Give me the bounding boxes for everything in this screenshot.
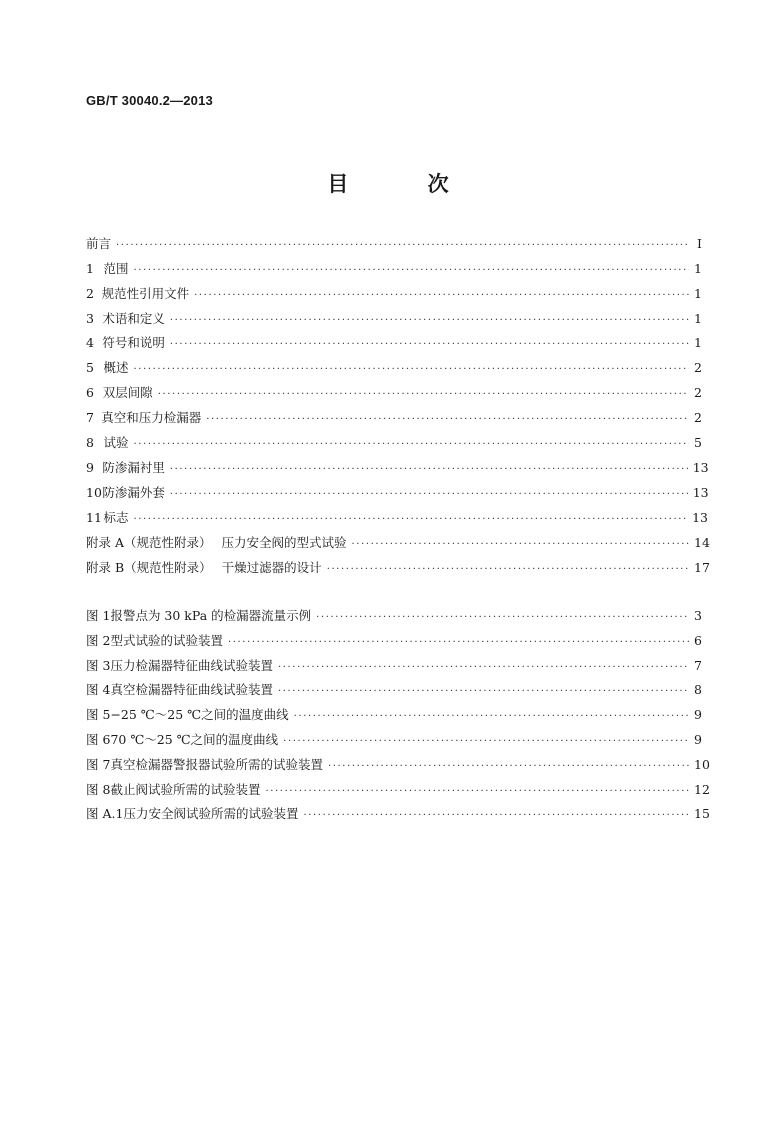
toc-entry-label: 双层间隙 — [102, 385, 153, 400]
toc-entry-label: 试验 — [103, 435, 129, 450]
toc-entry-label: 干燥过滤器的设计 — [221, 560, 322, 575]
toc-entry-number: 附录 B（规范性附录） — [86, 560, 212, 575]
figure-entry-number: 图 4 — [86, 682, 111, 697]
figure-entry-label: 压力安全阀试验所需的试验装置 — [123, 806, 299, 821]
toc-entry-page: 1 — [694, 286, 702, 301]
toc-entry[interactable] — [86, 383, 702, 403]
figure-entry[interactable] — [86, 780, 710, 800]
toc-entry-page: 1 — [694, 335, 702, 350]
toc-entry-page: 13 — [692, 485, 709, 500]
toc-entry-page: 2 — [694, 410, 702, 425]
toc-entry-label: 真空和压力检漏器 — [101, 410, 202, 425]
toc-entry[interactable] — [86, 358, 702, 378]
figure-entry-page: 12 — [694, 782, 710, 797]
figure-entry[interactable] — [86, 606, 702, 626]
figure-entry-label: 70 ℃～25 ℃之间的温度曲线 — [110, 732, 279, 747]
figure-entry[interactable] — [86, 804, 710, 824]
toc-entry-label: 概述 — [103, 360, 129, 375]
toc-entry[interactable] — [86, 483, 709, 503]
leader-dots — [133, 514, 687, 525]
figure-entry-label: 截止阀试验所需的试验装置 — [110, 782, 261, 797]
toc-entry-number: 7 — [86, 410, 94, 425]
leader-dots — [352, 539, 689, 550]
toc-entry-label: 符号和说明 — [102, 335, 165, 350]
leader-dots — [278, 662, 689, 673]
figure-entry-page: 9 — [694, 732, 702, 747]
figure-entry-number: 图 1 — [86, 608, 111, 623]
leader-dots — [265, 786, 689, 797]
figure-entry-label: 型式试验的试验装置 — [110, 633, 223, 648]
leader-dots — [194, 290, 689, 301]
toc-entry-number: 5 — [86, 360, 94, 375]
leader-dots — [278, 686, 689, 697]
toc-entry[interactable] — [86, 433, 702, 453]
toc-entry-preface[interactable] — [86, 234, 702, 254]
figure-entry[interactable] — [86, 656, 702, 676]
leader-dots — [170, 339, 689, 350]
figure-entry-label: 报警点为 30 kPa 的检漏器流量示例 — [110, 608, 312, 623]
leader-dots — [134, 265, 689, 276]
toc-entry-number: 6 — [86, 385, 94, 400]
leader-dots — [116, 240, 689, 251]
leader-dots — [316, 612, 689, 623]
figure-entry-label: 真空检漏器警报器试验所需的试验装置 — [110, 757, 323, 772]
toc-entry-label: 防渗漏衬里 — [102, 460, 165, 475]
toc-entry-page: Ⅰ — [697, 236, 702, 251]
toc-entry-label: 防渗漏外套 — [102, 485, 165, 500]
toc-entry-label: 压力安全阀的型式试验 — [221, 535, 347, 550]
toc-entry-label: 前言 — [86, 236, 112, 251]
toc-entry-page: 13 — [692, 460, 709, 475]
toc-entry[interactable] — [86, 309, 702, 329]
leader-dots — [206, 414, 689, 425]
toc-entry-page: 1 — [694, 261, 702, 276]
toc-entry-annex-a[interactable] — [86, 533, 710, 553]
toc-entry-number: 3 — [86, 311, 94, 326]
leader-dots — [228, 637, 689, 648]
toc-entry-number: 附录 A（规范性附录） — [86, 535, 212, 550]
page-title: 目 次 — [327, 171, 485, 196]
toc-entry-label: 术语和定义 — [102, 311, 165, 326]
leader-dots — [283, 736, 689, 747]
toc-entry-page: 2 — [694, 385, 702, 400]
leader-dots — [294, 711, 689, 722]
figure-entry-number: 图 8 — [86, 782, 111, 797]
toc-entry[interactable] — [86, 284, 702, 304]
figure-entry-number: 图 3 — [86, 658, 111, 673]
figure-entry-number: 图 7 — [86, 757, 111, 772]
toc-entry-label: 标志 — [103, 510, 129, 525]
toc-entry-label: 规范性引用文件 — [101, 286, 190, 301]
figure-entry-label: 压力检漏器特征曲线试验装置 — [110, 658, 273, 673]
leader-dots — [170, 489, 688, 500]
toc-entry-page: 14 — [694, 535, 710, 550]
toc-entry[interactable] — [86, 408, 702, 428]
figure-entry-page: 3 — [694, 608, 702, 623]
toc-entry-number: 8 — [86, 435, 94, 450]
figure-entry-number: 图 6 — [86, 732, 111, 747]
leader-dots — [303, 810, 689, 821]
toc-entry[interactable] — [86, 458, 709, 478]
leader-dots — [328, 761, 689, 772]
figure-entry[interactable] — [86, 705, 702, 725]
toc-entry-number: 10 — [86, 485, 102, 500]
figure-entry-page: 6 — [694, 633, 702, 648]
toc-entry-number: 1 — [86, 261, 94, 276]
leader-dots — [327, 564, 689, 575]
figure-entry-page: 15 — [694, 806, 710, 821]
toc-entry[interactable] — [86, 508, 708, 528]
toc-entry-page: 17 — [694, 560, 710, 575]
toc-entry-number: 11 — [86, 510, 102, 525]
leader-dots — [170, 315, 689, 326]
figure-entry[interactable] — [86, 755, 710, 775]
figure-entry-page: 9 — [694, 707, 702, 722]
leader-dots — [170, 464, 688, 475]
leader-dots — [134, 439, 689, 450]
toc-entry-page: 5 — [694, 435, 702, 450]
figure-entry-number: 图 5 — [86, 707, 111, 722]
toc-entry-number: 2 — [86, 286, 94, 301]
figure-entry-label: 真空检漏器特征曲线试验装置 — [110, 682, 273, 697]
figure-entry-page: 10 — [694, 757, 710, 772]
figure-entry-label: −25 ℃～25 ℃之间的温度曲线 — [110, 707, 289, 722]
toc-entry[interactable] — [86, 259, 702, 279]
toc-entry[interactable] — [86, 333, 702, 353]
leader-dots — [134, 364, 689, 375]
figure-entry-number: 图 2 — [86, 633, 111, 648]
figure-entry[interactable] — [86, 680, 702, 700]
toc-entry-number: 4 — [86, 335, 94, 350]
toc-entry-page: 1 — [694, 311, 702, 326]
toc-entry-label: 范围 — [103, 261, 129, 276]
toc-entry-annex-b[interactable] — [86, 558, 710, 578]
toc-entry-page: 13 — [692, 510, 708, 525]
figure-entry-page: 7 — [694, 658, 702, 673]
document-id: GB/T 30040.2—2013 — [86, 93, 213, 108]
figure-entry[interactable] — [86, 631, 702, 651]
leader-dots — [158, 389, 689, 400]
figure-entry-number: 图 A.1 — [86, 806, 124, 821]
toc-entry-page: 2 — [694, 360, 702, 375]
figure-entry[interactable] — [86, 730, 702, 750]
toc-entry-number: 9 — [86, 460, 94, 475]
figure-entry-page: 8 — [694, 682, 702, 697]
